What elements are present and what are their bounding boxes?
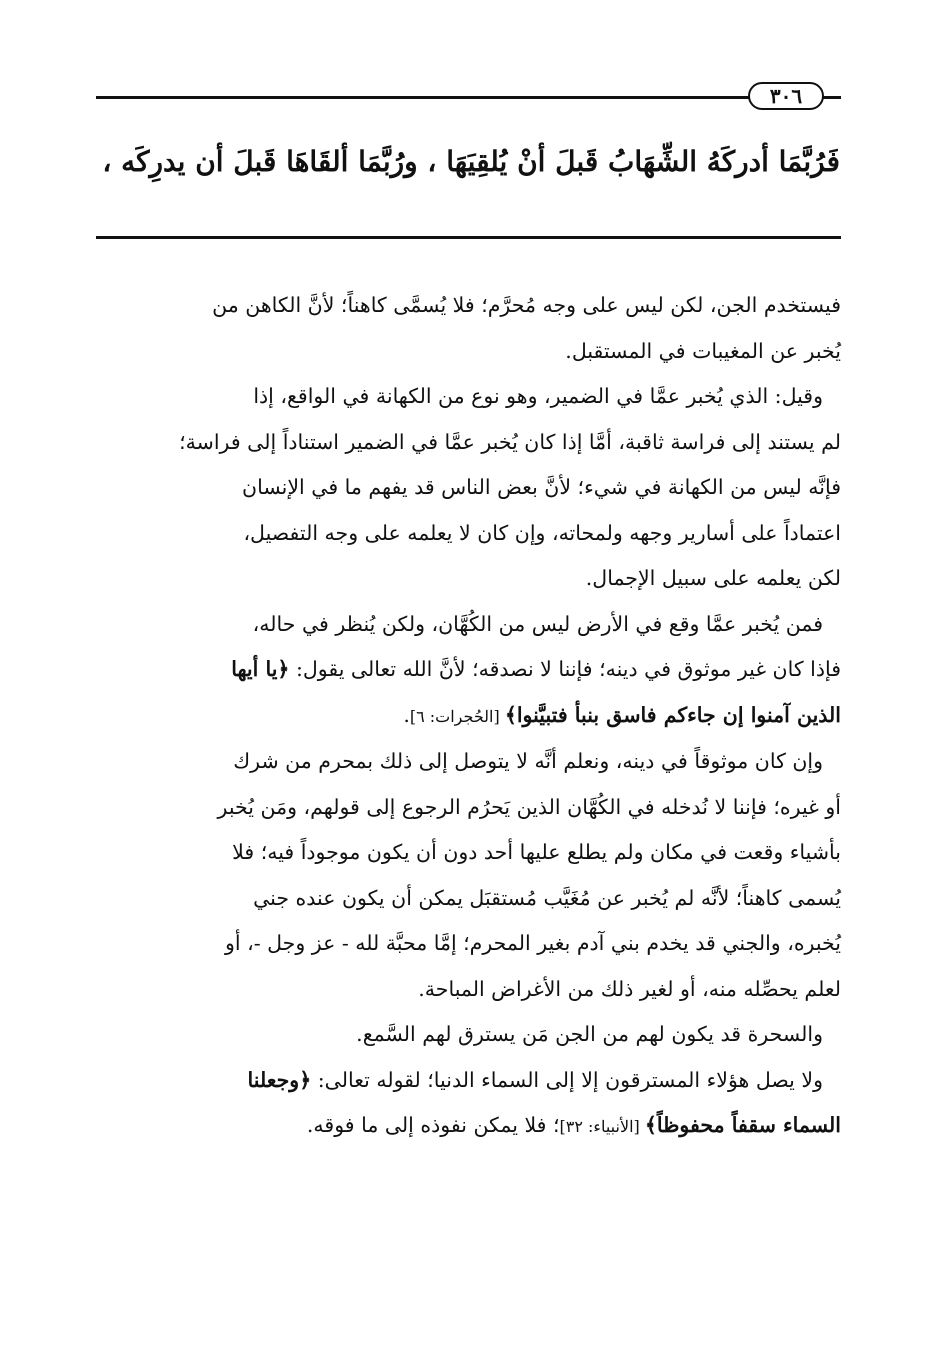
paragraph-4 xyxy=(89,739,841,1012)
text-line: لكن يعلمه على سبيل الإجمال. xyxy=(585,566,841,590)
text-line: يُخبره، والجني قد يخدم بني آدم بغير المحرم؛ إمَّا محبَّة لله - عز وجل -، أو xyxy=(224,931,841,955)
text-segment: فإذا كان غير موثوق في دينه؛ فإننا لا نصدقه؛ لأنَّ الله تعالى يقول: xyxy=(289,657,841,681)
text-line: وإن كان موثوقاً في دينه، ونعلم أنَّه لا يتوصل إلى ذلك بمحرم من شرك xyxy=(233,749,823,773)
quran-verse-end: السماء سقفاً محفوظاً﴾ xyxy=(644,1113,841,1137)
quran-verse-start: ﴿يا أيها xyxy=(231,657,290,681)
text-line: أو غيره؛ فإننا لا نُدخله في الكُهَّان الذين يَحرُم الرجوع إلى قولهم، ومَن يُخبر xyxy=(217,794,841,819)
text-line: يُخبر عن المغيبات في المستقبل. xyxy=(565,338,841,363)
body-text xyxy=(89,283,841,1150)
section-rule xyxy=(96,236,841,239)
quran-verse-end: الذين آمنوا إن جاءكم فاسق بنبأ فتبيَّنوا﴾ xyxy=(504,702,841,727)
paragraph-5 xyxy=(89,1012,841,1058)
text-segment: . xyxy=(403,702,410,727)
text-line: وقيل: الذي يُخبر عمَّا في الضمير، وهو نوع من الكهانة في الواقع، إذا xyxy=(253,384,823,408)
text-line: فمن يُخبر عمَّا وقع في الأرض ليس من الكُهَّان، ولكن يُنظر في حاله، xyxy=(252,611,823,636)
text-line: فإنَّه ليس من الكهانة في شيء؛ لأنَّ بعض الناس قد يفهم ما في الإنسان xyxy=(242,475,841,499)
text-line: والسحرة قد يكون لهم من الجن مَن يسترق لهم السَّمع. xyxy=(356,1022,823,1046)
hadith-quote: فَرُبَّمَا أدركَهُ الشِّهَابُ قَبلَ أنْ يُلقِيَهَا ، ورُبَّمَا ألقَاهَا قَبلَ أن يدرِكَه ، xyxy=(102,145,840,178)
text-line xyxy=(89,693,841,740)
verse-reference: [الأنبياء: ٣٢] xyxy=(559,1117,645,1136)
header-rule xyxy=(96,96,841,99)
paragraph-3 xyxy=(89,602,841,740)
paragraph-2 xyxy=(89,374,841,602)
verse-reference: [الحُجرات: ٦] xyxy=(409,706,505,726)
text-line: يُسمى كاهناً؛ لأنَّه لم يُخبر عن مُغَيَّب مُستقبَل يمكن أن يكون عنده جني xyxy=(253,885,841,910)
text-line xyxy=(89,1103,841,1150)
text-segment: ؛ فلا يمكن نفوذه إلى ما فوقه. xyxy=(306,1113,560,1137)
quran-verse-start: ﴿وجعلنا xyxy=(247,1067,312,1092)
paragraph-1 xyxy=(89,283,841,374)
text-line: فيستخدم الجن، لكن ليس على وجه مُحرَّم؛ فلا يُسمَّى كاهناً؛ لأنَّ الكاهن من xyxy=(212,293,841,317)
page-number: ٣٠٦ xyxy=(748,82,824,110)
text-line: اعتماداً على أسارير وجهه ولمحاته، وإن كان لا يعلمه على وجه التفصيل، xyxy=(243,520,841,545)
text-line xyxy=(89,1058,841,1104)
text-line: بأشياء وقعت في مكان ولم يطلع عليها أحد دون أن يكون موجوداً فيه؛ فلا xyxy=(232,840,841,864)
text-line: لعلم يحصِّله منه، أو لغير ذلك من الأغراض المباحة. xyxy=(418,976,841,1001)
text-line xyxy=(89,647,841,693)
text-line: لم يستند إلى فراسة ثاقبة، أمَّا إذا كان يُخبر عمَّا في الضمير استناداً إلى فراسة؛ xyxy=(179,429,841,454)
paragraph-6 xyxy=(89,1058,841,1150)
text-segment: ولا يصل هؤلاء المسترقون إلا إلى السماء الدنيا؛ لقوله تعالى: xyxy=(311,1067,823,1092)
